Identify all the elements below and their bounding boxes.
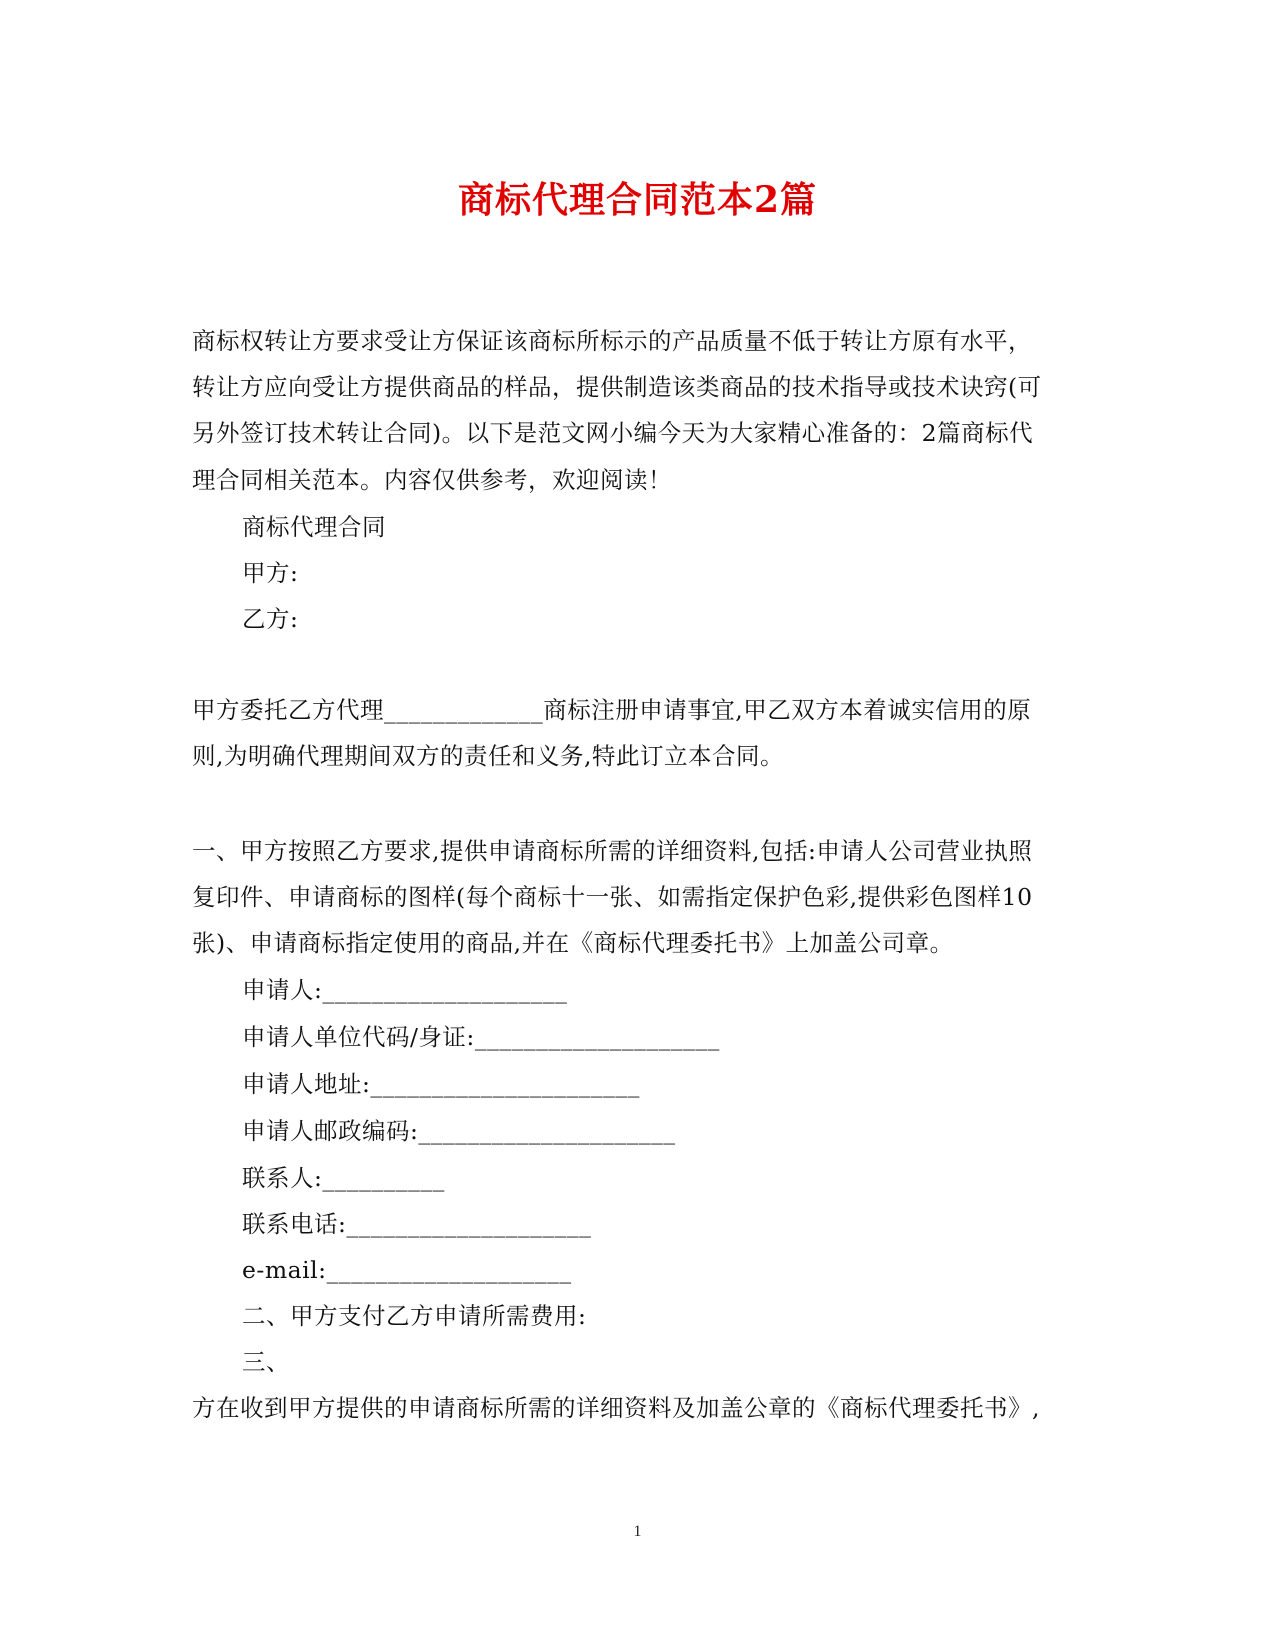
clause-1-line-3: 张)、申请商标指定使用的商品,并在《商标代理委托书》上加盖公司章。	[192, 929, 954, 957]
party-b-label: 乙方:	[242, 605, 299, 633]
intro-line-4: 理合同相关范本。内容仅供参考，欢迎阅读！	[192, 466, 672, 494]
field-applicant: 申请人:____________________	[242, 976, 568, 1004]
field-email: e-mail:____________________	[242, 1256, 572, 1284]
contract-heading: 商标代理合同	[242, 513, 386, 541]
commission-line-1: 甲方委托乙方代理_____________商标注册申请事宜,甲乙双方本着诚实信用的原	[192, 696, 1032, 724]
intro-line-3: 另外签订技术转让合同)。以下是范文网小编今天为大家精心准备的：2篇商标代	[192, 419, 1034, 447]
clause-2: 二、甲方支付乙方申请所需费用:	[242, 1302, 587, 1330]
clause-1-line-1: 一、甲方按照乙方要求,提供申请商标所需的详细资料,包括:申请人公司营业执照	[192, 837, 1033, 865]
field-applicant-address: 申请人地址:______________________	[242, 1070, 640, 1098]
field-contact-person: 联系人:__________	[242, 1164, 445, 1192]
party-a-label: 甲方:	[242, 559, 299, 587]
field-applicant-postcode: 申请人邮政编码:_____________________	[242, 1117, 676, 1145]
document-title: 商标代理合同范本2篇	[457, 179, 818, 221]
intro-line-1: 商标权转让方要求受让方保证该商标所标示的产品质量不低于转让方原有水平，	[192, 327, 1032, 355]
commission-line-2: 则,为明确代理期间双方的责任和义务,特此订立本合同。	[192, 742, 784, 770]
clause-3-heading: 三、	[242, 1348, 290, 1376]
field-applicant-code: 申请人单位代码/身证:____________________	[242, 1023, 720, 1051]
clause-1-line-2: 复印件、申请商标的图样(每个商标十一张、如需指定保护色彩,提供彩色图样10	[192, 883, 1033, 911]
page-number: 1	[633, 1523, 642, 1540]
clause-3-line-1: 方在收到甲方提供的申请商标所需的详细资料及加盖公章的《商标代理委托书》,	[192, 1394, 1040, 1422]
intro-line-2: 转让方应向受让方提供商品的样品，提供制造该类商品的技术指导或技术诀窍(可	[192, 373, 1042, 401]
field-contact-phone: 联系电话:____________________	[242, 1210, 592, 1238]
